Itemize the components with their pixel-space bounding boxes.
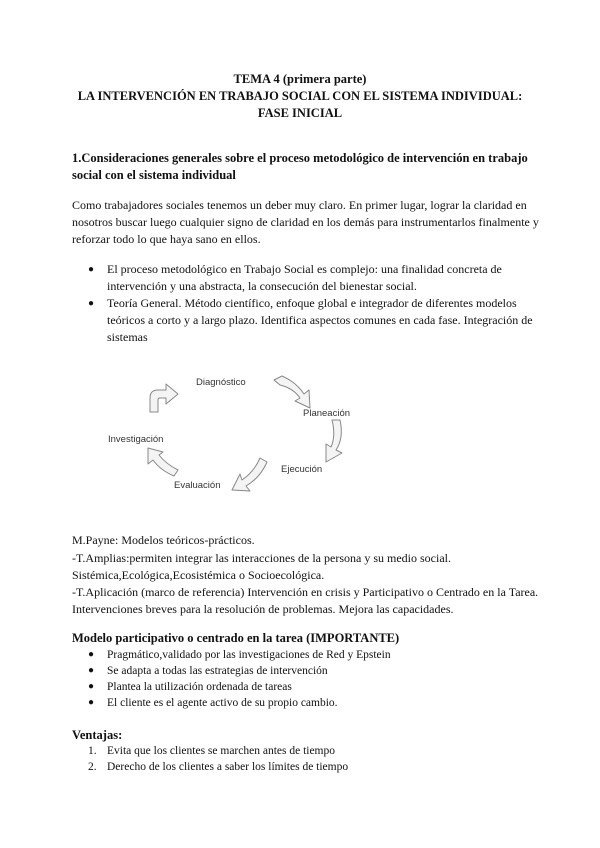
arrow-icon-investigacion-diagnostico <box>150 384 178 412</box>
diagram-label-planeacion: Planeación <box>303 408 351 419</box>
list-item-text: El cliente es el agente activo de su propio cambio. <box>107 697 338 709</box>
bullet-icon: ● <box>88 697 95 708</box>
document-title-line-1: TEMA 4 (primera parte) <box>233 72 367 86</box>
arrow-icon-ejecucion-evaluacion <box>232 458 267 491</box>
diagram-label-diagnostico: Diagnóstico <box>196 377 246 388</box>
list-item <box>88 647 538 663</box>
list-item-number: 1. <box>88 745 97 757</box>
arrow-icon-evaluacion-investigacion <box>148 448 178 476</box>
modelo-heading: Modelo participativo o centrado en la tarea (IMPORTANTE) <box>72 631 400 645</box>
list-item-text: Se adapta a todas las estrategias de intervención <box>107 665 328 677</box>
list-item-number: 2. <box>88 761 97 773</box>
list-item <box>88 743 538 759</box>
diagram-label-investigacion: Investigación <box>108 434 164 445</box>
document-title-line-3: FASE INICIAL <box>257 106 343 120</box>
bullet-icon: ● <box>88 649 95 660</box>
bullet-icon: ● <box>88 681 95 692</box>
ventajas-heading: Ventajas: <box>72 728 123 742</box>
list-item-text: Teoría General. Método científico, enfoque global e integrador de diferentes modelos teóricos a corto y a largo plazo. Identifica aspectos comunes en cada fase. Integración de sistemas <box>107 296 533 344</box>
modelo-bullet-list <box>88 647 538 711</box>
bullet-icon: ● <box>88 264 95 275</box>
diagram-label-evaluacion: Evaluación <box>174 480 221 491</box>
process-cycle-diagram <box>100 368 370 496</box>
list-item-text: Evita que los clientes se marchen antes de tiempo <box>107 745 336 757</box>
list-item-text: Pragmático,validado por las investigaciones de Red y Epstein <box>107 649 391 661</box>
payne-line-1: M.Payne: Modelos teóricos-prácticos. <box>72 533 255 547</box>
list-item <box>88 759 538 775</box>
section-1-bullet-list <box>88 261 538 346</box>
list-item-text: Derecho de los clientes a saber los límites de tiempo <box>107 761 349 773</box>
bullet-icon: ● <box>88 665 95 676</box>
ventajas-numbered-list <box>88 743 538 775</box>
list-item-text: El proceso metodológico en Trabajo Social es complejo: una finalidad concreta de intervención y una abstracta, la consecución del bienestar social. <box>107 262 502 293</box>
arrow-icon-planeacion-ejecucion <box>326 420 342 462</box>
list-item <box>88 663 538 679</box>
bullet-icon: ● <box>88 298 95 309</box>
list-item <box>88 695 538 711</box>
arrow-icon-diagnostico-planeacion <box>274 376 310 408</box>
section-1-heading: 1.Consideraciones generales sobre el proceso metodológico de intervención en trabajo social con el sistema individual <box>72 151 528 182</box>
list-item <box>88 679 538 695</box>
section-1-paragraph: Como trabajadores sociales tenemos un deber muy claro. En primer lugar, lograr la claridad en nosotros buscar luego cualquier signo de claridad en los demás para instrumentarlos finalmente y reforzar todo lo que haya sano en ellos. <box>72 198 539 246</box>
list-item-text: Plantea la utilización ordenada de tareas <box>107 681 292 693</box>
list-item <box>88 295 538 346</box>
payne-line-2: -T.Amplias:permiten integrar las interacciones de la persona y su medio social. Sistémica,Ecológica,Ecosistémica o Socioecológica. <box>72 551 451 582</box>
document-title-line-2: LA INTERVENCIÓN EN TRABAJO SOCIAL CON EL SISTEMA INDIVIDUAL: <box>77 89 523 103</box>
diagram-label-ejecucion: Ejecución <box>281 464 323 475</box>
list-item <box>88 261 538 295</box>
payne-line-3: -T.Aplicación (marco de referencia) Intervención en crisis y Participativo o Centrado en la Tarea. Intervenciones breves para la resolución de problemas. Mejora las capacidades. <box>72 585 539 616</box>
